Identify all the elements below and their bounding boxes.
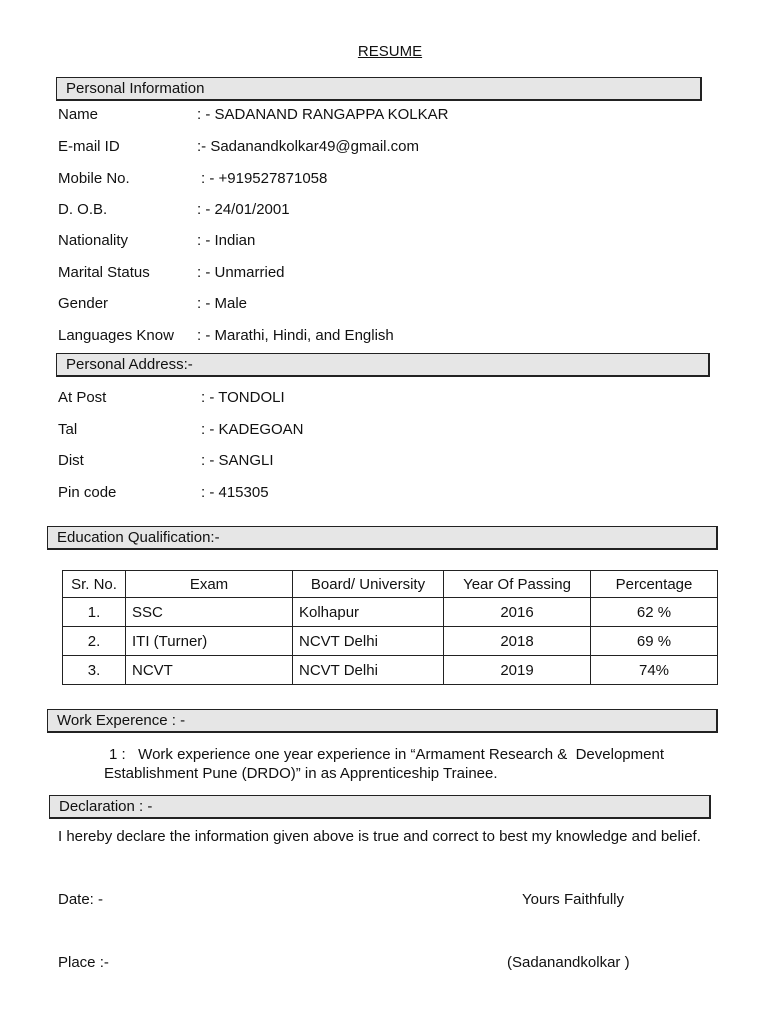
name-label: Name bbox=[58, 106, 99, 123]
cell-year: 2018 bbox=[444, 627, 591, 656]
work-experience-line-1: 1 : Work experience one year experience in “Armament Research & Development bbox=[109, 746, 664, 763]
cell-sr-no: 3. bbox=[63, 656, 126, 685]
table-row bbox=[63, 598, 718, 627]
place-label: Place :- bbox=[58, 954, 109, 971]
dob-value: : - 24/01/2001 bbox=[197, 201, 290, 218]
col-exam: Exam bbox=[126, 571, 293, 598]
cell-board: NCVT Delhi bbox=[293, 627, 444, 656]
signature-name: (Sadanandkolkar ) bbox=[507, 954, 630, 971]
dob-label: D. O.B. bbox=[58, 201, 108, 218]
col-percentage: Percentage bbox=[591, 571, 718, 598]
table-row bbox=[63, 656, 718, 685]
cell-percentage: 69 % bbox=[591, 627, 718, 656]
languages-value: : - Marathi, Hindi, and English bbox=[197, 327, 394, 344]
pin-code-value: : - 415305 bbox=[201, 484, 269, 501]
tal-label: Tal bbox=[58, 421, 78, 438]
dist-label: Dist bbox=[58, 452, 84, 469]
cell-exam: SSC bbox=[126, 598, 293, 627]
cell-percentage: 62 % bbox=[591, 598, 718, 627]
resume-title: RESUME bbox=[357, 43, 423, 60]
personal-address-heading: Personal Address:- bbox=[56, 353, 710, 377]
col-board: Board/ University bbox=[293, 571, 444, 598]
cell-sr-no: 1. bbox=[63, 598, 126, 627]
email-label: E-mail ID bbox=[58, 138, 120, 155]
at-post-label: At Post bbox=[58, 389, 107, 406]
marital-status-value: : - Unmarried bbox=[197, 264, 285, 281]
languages-label: Languages Know bbox=[58, 327, 174, 344]
cell-year: 2016 bbox=[444, 598, 591, 627]
declaration-heading: Declaration : - bbox=[49, 795, 711, 819]
declaration-text: I hereby declare the information given above is true and correct to best my knowledge and belief. bbox=[58, 828, 701, 845]
dist-value: : - SANGLI bbox=[201, 452, 274, 469]
personal-info-heading: Personal Information bbox=[56, 77, 702, 101]
mobile-value: : - +919527871058 bbox=[201, 170, 328, 187]
name-value: : - SADANAND RANGAPPA KOLKAR bbox=[197, 106, 449, 123]
col-year: Year Of Passing bbox=[444, 571, 591, 598]
work-experience-heading: Work Experence : - bbox=[47, 709, 718, 733]
table-row bbox=[63, 627, 718, 656]
gender-value: : - Male bbox=[197, 295, 248, 312]
pin-code-label: Pin code bbox=[58, 484, 117, 501]
mobile-label: Mobile No. bbox=[58, 170, 130, 187]
cell-board: Kolhapur bbox=[293, 598, 444, 627]
marital-status-label: Marital Status bbox=[58, 264, 150, 281]
cell-year: 2019 bbox=[444, 656, 591, 685]
date-label: Date: - bbox=[58, 891, 104, 908]
cell-percentage: 74% bbox=[591, 656, 718, 685]
at-post-value: : - TONDOLI bbox=[201, 389, 285, 406]
tal-value: : - KADEGOAN bbox=[201, 421, 304, 438]
education-table bbox=[62, 570, 718, 685]
education-heading: Education Qualification:- bbox=[47, 526, 718, 550]
cell-exam: ITI (Turner) bbox=[126, 627, 293, 656]
work-experience-line-2: Establishment Pune (DRDO)” in as Apprenticeship Trainee. bbox=[104, 765, 498, 782]
email-value: :- Sadanandkolkar49@gmail.com bbox=[197, 138, 420, 155]
cell-board: NCVT Delhi bbox=[293, 656, 444, 685]
table-header-row bbox=[63, 571, 718, 598]
nationality-label: Nationality bbox=[58, 232, 129, 249]
cell-exam: NCVT bbox=[126, 656, 293, 685]
gender-label: Gender bbox=[58, 295, 109, 312]
closing-text: Yours Faithfully bbox=[522, 891, 624, 908]
cell-sr-no: 2. bbox=[63, 627, 126, 656]
col-sr-no: Sr. No. bbox=[63, 571, 126, 598]
nationality-value: : - Indian bbox=[197, 232, 256, 249]
